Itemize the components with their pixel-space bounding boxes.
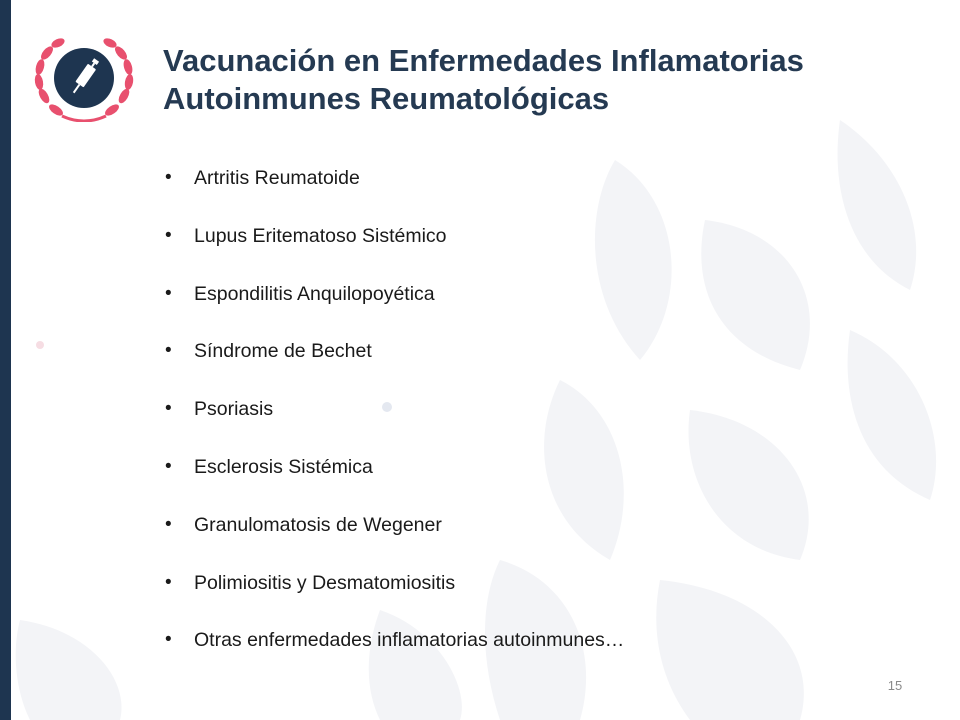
title-line: Autoinmunes Reumatológicas: [163, 81, 610, 116]
page-number: 15: [887, 678, 903, 693]
title-line: Vacunación en Enfermedades Inflamatorias: [163, 43, 804, 78]
watermark-dot-pink: [36, 341, 44, 349]
wreath-ribbon: [62, 116, 106, 121]
list-item: • Espondilitis Anquilopoyética: [163, 280, 863, 338]
slide-title: [163, 42, 953, 118]
list-item: • Esclerosis Sistémica: [163, 453, 863, 511]
syringe-laurel-icon: [32, 34, 136, 122]
list-item: • Psoriasis: [163, 395, 863, 453]
list-item: • Lupus Eritematoso Sistémico: [163, 222, 863, 280]
disease-list: [163, 164, 863, 684]
list-item: • Artritis Reumatoide: [163, 164, 863, 222]
list-item: • Síndrome de Bechet: [163, 337, 863, 395]
list-item: • Polimiositis y Desmatomiositis: [163, 569, 863, 627]
list-item: • Otras enfermedades inflamatorias autoinmunes…: [163, 626, 863, 684]
list-item: • Granulomatosis de Wegener: [163, 511, 863, 569]
